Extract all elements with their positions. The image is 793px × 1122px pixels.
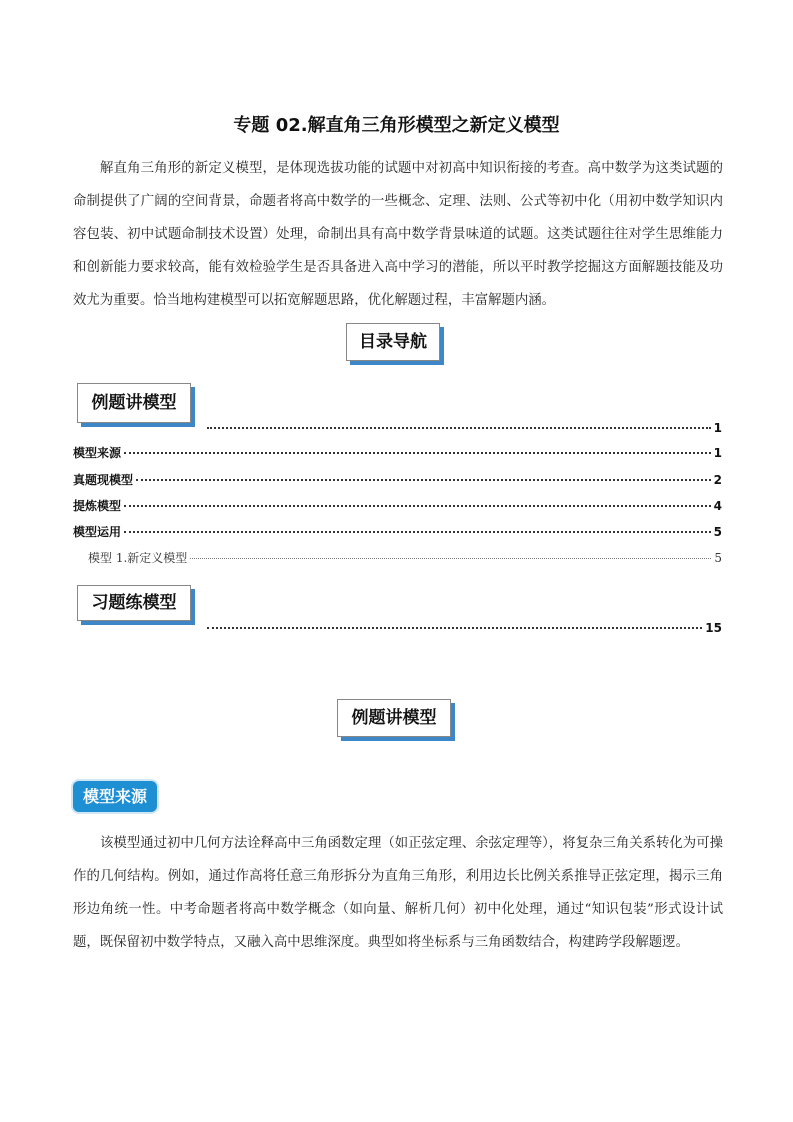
toc-entry-label: 模型 1.新定义模型 xyxy=(88,551,188,565)
toc-section-practice-models[interactable]: 习题练模型 xyxy=(77,585,191,621)
toc-entry-label: 提炼模型 xyxy=(73,499,122,513)
toc-entry[interactable] xyxy=(73,444,722,461)
toc-entry-page: 1 xyxy=(713,446,722,460)
toc-entry-page: 5 xyxy=(713,525,722,539)
toc-entry[interactable] xyxy=(88,549,722,566)
section-heading: 例题讲模型 xyxy=(337,699,451,737)
toc-entry-label: 模型来源 xyxy=(73,446,122,460)
toc-entry[interactable] xyxy=(73,497,722,514)
toc-leader-dots xyxy=(190,558,711,559)
toc-entry[interactable] xyxy=(204,621,722,635)
toc-entry-page: 15 xyxy=(705,621,722,635)
model-source-badge: 模型来源 xyxy=(73,781,157,812)
toc-leader-dots xyxy=(124,531,711,533)
toc-entry-label: 模型运用 xyxy=(73,525,122,539)
toc-heading: 目录导航 xyxy=(346,323,440,361)
model-source-paragraph: 该模型通过初中几何方法诠释高中三角函数定理（如正弦定理、余弦定理等），将复杂三角关系转化为可操作的几何结构。例如，通过作高将任意三角形拆分为直角三角形，利用边长比例关系推导正弦定理，揭示三角形边角统一性。中考命题者将高中数学概念（如向量、解析几何）初中化处理，通过“知识包装”形式设计试题，既保留初中数学特点，又融入高中思维深度。典型如将坐标系与三角函数结合，构建跨学段解题逻。 xyxy=(73,836,723,950)
toc-entry-page: 5 xyxy=(714,551,722,565)
toc-leader-dots xyxy=(124,505,711,507)
toc-leader-dots xyxy=(207,627,702,629)
intro-paragraph: 解直角三角形的新定义模型，是体现选拔功能的试题中对初高中知识衔接的考查。高中数学为这类试题的命制提供了广阔的空间背景，命题者将高中数学的一些概念、定理、法则、公式等初中化（用初中数学知识内容包装、初中试题命制技术设置）处理，命制出具有高中数学背景味道的试题。这类试题往往对学生思维能力和创新能力要求较高，能有效检验学生是否具备进入高中学习的潜能，所以平时教学挖掘这方面解题技能及功效尤为重要。恰当地构建模型可以拓宽解题思路，优化解题过程，丰富解题内涵。 xyxy=(73,161,723,308)
toc-entry[interactable] xyxy=(204,421,722,435)
toc-leader-dots xyxy=(207,427,711,429)
toc-entry[interactable] xyxy=(73,471,722,488)
toc-section-example-models[interactable]: 例题讲模型 xyxy=(77,383,191,423)
toc-leader-dots xyxy=(136,479,711,481)
toc-entry-page: 2 xyxy=(713,473,722,487)
page-title: 专题 02.解直角三角形模型之新定义模型 xyxy=(233,115,560,136)
toc-entry-page: 4 xyxy=(713,499,722,513)
toc-entry-page: 1 xyxy=(713,421,722,435)
toc-entry-label: 真题现模型 xyxy=(73,473,134,487)
toc-entry[interactable] xyxy=(73,523,722,540)
toc-leader-dots xyxy=(124,452,711,454)
